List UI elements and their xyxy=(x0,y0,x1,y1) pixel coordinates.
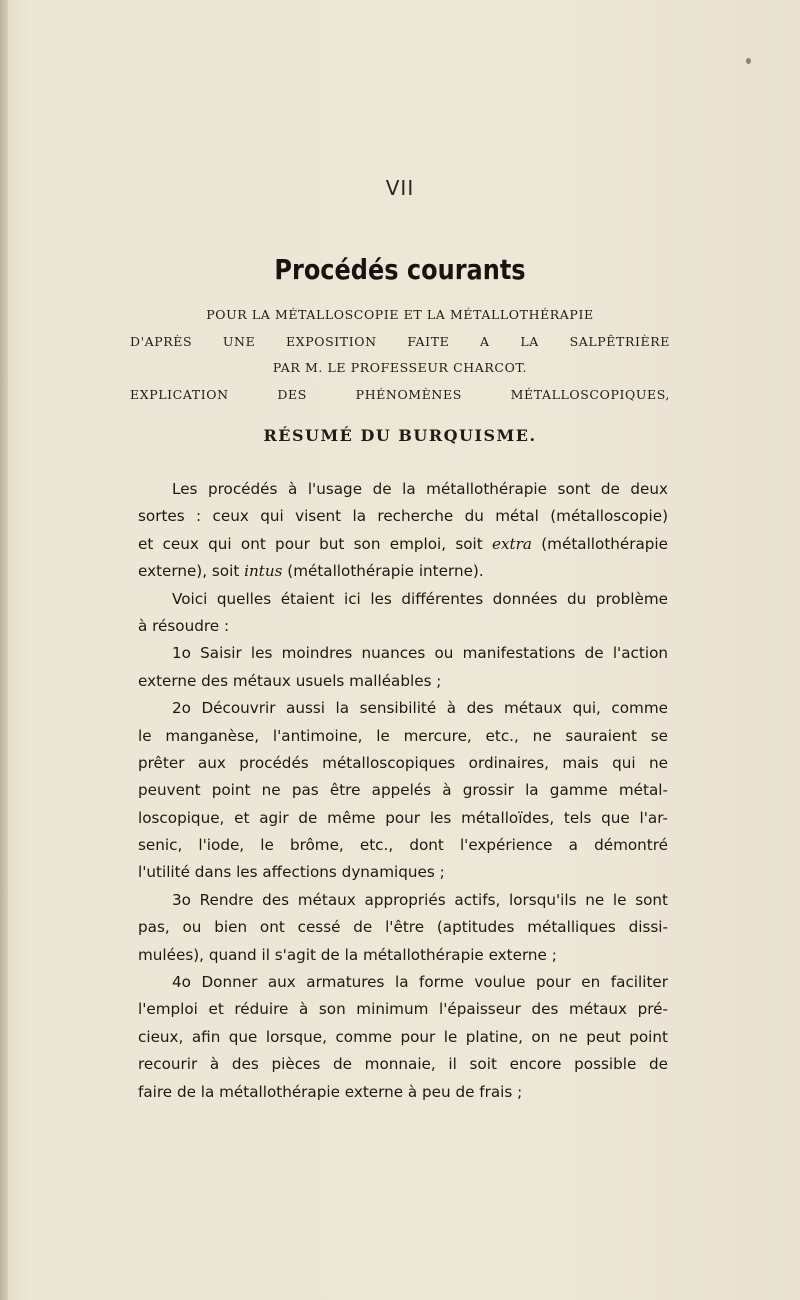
text-span: (métallothérapie xyxy=(531,534,668,553)
text-line: 2o Découvrir aussi la sensibilité à des métaux qui, comme xyxy=(172,699,668,718)
text-line: pas, ou bien ont cessé de l'être (aptitudes métalliques dissi- xyxy=(138,918,668,937)
text-line: cieux, afin que lorsque, comme pour le platine, on ne peut point xyxy=(138,1027,668,1046)
text-line: 4o Donner aux armatures la forme voulue pour en faciliter xyxy=(172,973,668,992)
chapter-number: VII xyxy=(385,176,415,200)
page-speck xyxy=(746,58,751,64)
text-line xyxy=(138,531,668,558)
text-line: senic, l'iode, le brôme, etc., dont l'expérience a démontré xyxy=(138,836,668,855)
text-line: recourir à des pièces de monnaie, il soit encore possible de xyxy=(138,1055,668,1074)
text-line: loscopique, et agir de même pour les métalloïdes, tels que l'ar- xyxy=(138,808,668,827)
text-line: Voici quelles étaient ici les différentes données du problème xyxy=(172,589,668,608)
body-text xyxy=(138,476,668,1106)
text-line: mulées), quand il s'agit de la métallothérapie externe ; xyxy=(138,945,557,964)
subtitle-line: PAR M. LE PROFESSEUR CHARCOT. xyxy=(272,360,528,375)
text-line: faire de la métallothérapie externe à peu de frais ; xyxy=(138,1082,523,1101)
text-line: le manganèse, l'antimoine, le mercure, etc., ne sauraient se xyxy=(138,726,668,745)
text-span: et ceux qui ont pour but son emploi, soit xyxy=(138,534,492,553)
subtitle-line: EXPLICATION DES PHÉNOMÈNES MÉTALLOSCOPIQUES, xyxy=(130,386,670,402)
page-title: Procédés courants xyxy=(274,253,526,287)
subtitle-line: D'APRÈS UNE EXPOSITION FAITE A LA SALPÊTRIÈRE xyxy=(130,333,670,349)
section-heading: RÉSUMÉ DU BURQUISME. xyxy=(263,426,537,445)
text-line: prêter aux procédés métalloscopiques ordinaires, mais qui ne xyxy=(138,753,668,772)
italic-word: extra xyxy=(492,534,532,553)
subtitle-block xyxy=(130,302,670,408)
text-line: Les procédés à l'usage de la métallothérapie sont de deux xyxy=(172,480,668,498)
text-line: l'emploi et réduire à son minimum l'épaisseur des métaux pré- xyxy=(138,1000,668,1019)
text-line: sortes : ceux qui visent la recherche du métal (métalloscopie) xyxy=(138,507,668,526)
text-span: (métallothérapie interne). xyxy=(282,562,484,581)
text-line xyxy=(138,558,668,585)
text-line: peuvent point ne pas être appelés à grossir la gamme métal- xyxy=(138,781,668,800)
text-line: l'utilité dans les affections dynamiques ; xyxy=(138,863,445,882)
text-line: 3o Rendre des métaux appropriés actifs, lorsqu'ils ne le sont xyxy=(172,890,668,909)
text-line: externe des métaux usuels malléables ; xyxy=(138,671,442,690)
italic-word: intus xyxy=(244,562,283,581)
text-line: à résoudre : xyxy=(138,616,230,635)
text-span: externe), soit xyxy=(138,562,245,581)
text-line: 1o Saisir les moindres nuances ou manifestations de l'action xyxy=(172,644,668,663)
subtitle-line: POUR LA MÉTALLOSCOPIE ET LA MÉTALLOTHÉRAPIE xyxy=(206,307,594,322)
